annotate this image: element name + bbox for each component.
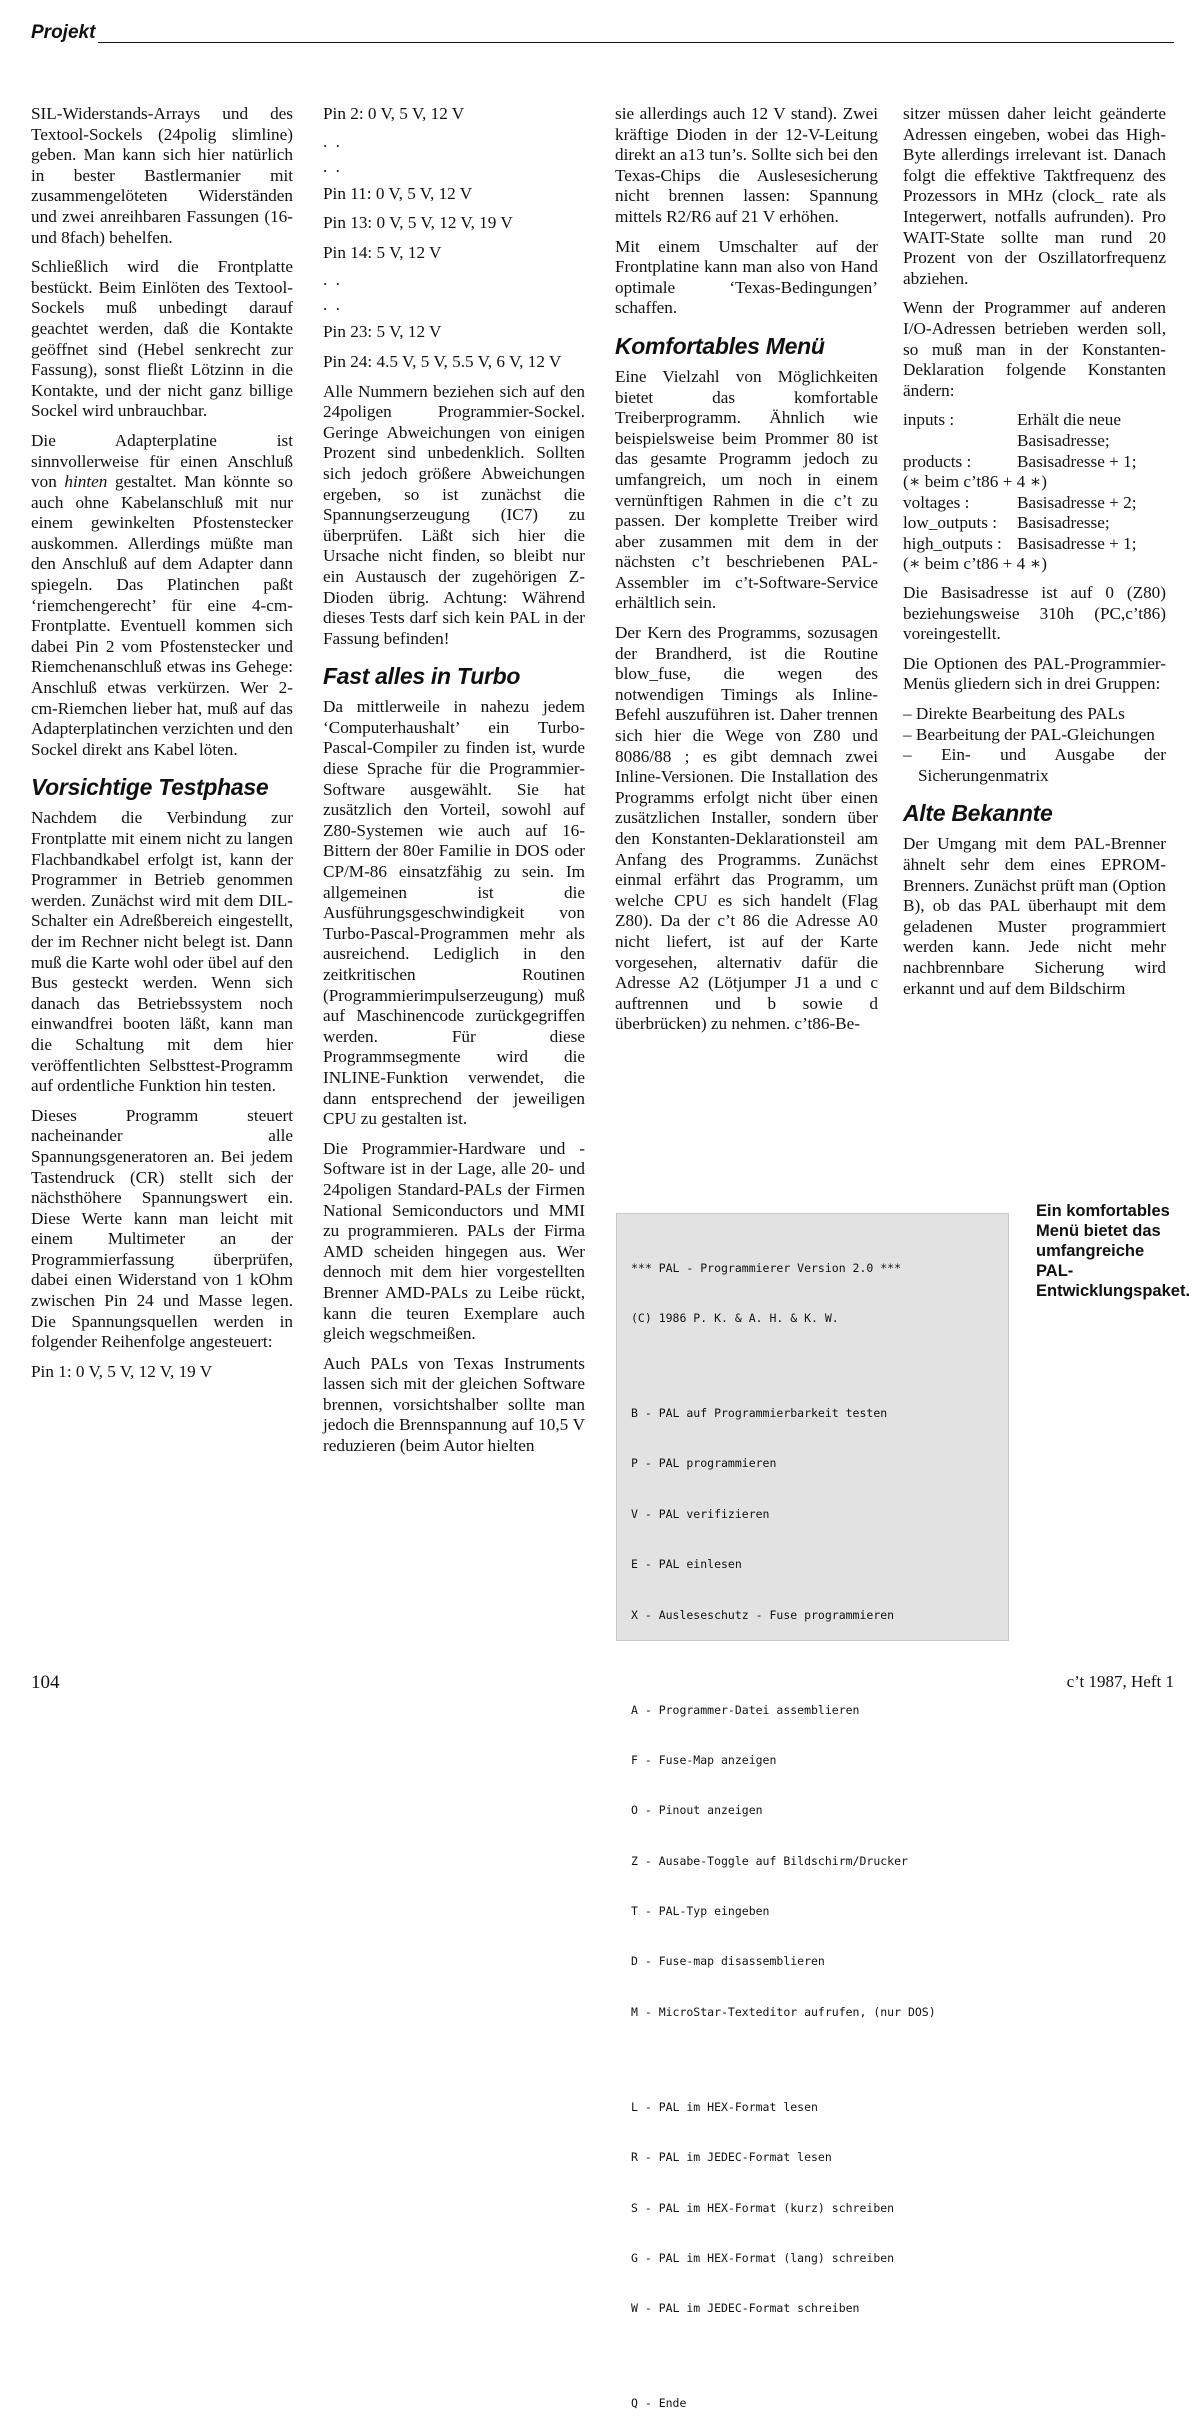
pin-line: Pin 11: 0 V, 5 V, 12 V bbox=[323, 183, 473, 203]
constant-name: voltages : bbox=[903, 492, 970, 512]
section-heading: Vorsichtige Testphase bbox=[31, 774, 269, 801]
paragraph: Die Adapterplatine ist sinnvollerweise für einen Anschluß von hinten gestaltet. Man könnte so auch ohne Kabelanschluß mit nur einem gewinkelten Pfostenstecker auskommen. Allerdings müßte man den Anschluß auf dem Adapter dann spiegeln. Das Platinchen paßt ‘riemchengerecht’ für eine 4-cm-Frontplatte. Eventuell kommen sich dabei Pin 2 vom Pfostenstecker und Riemchenanschluß etwas ins Gehege: Anschluß etwas verkürzen. Wer 2-cm-Riemchen lieber hat, muß auf das Adapterplatinchen verzichten und den Sockel direkt ans Kabel löten. bbox=[31, 430, 294, 759]
pin-line: Pin 2: 0 V, 5 V, 12 V bbox=[323, 104, 465, 123]
menu-item: A - Programmer-Datei assemblieren bbox=[631, 1702, 860, 1717]
ellipsis: . . bbox=[323, 295, 342, 315]
menu-item: S - PAL im HEX-Format (kurz) schreiben bbox=[631, 2200, 895, 2215]
menu-item: R - PAL im JEDEC-Format lesen bbox=[631, 2150, 832, 2165]
constants-list bbox=[903, 410, 1166, 575]
menu-item: P - PAL programmieren bbox=[631, 1456, 777, 1471]
menu-screenshot bbox=[616, 1213, 1009, 2411]
column-1 bbox=[31, 104, 293, 1391]
paragraph: Die Basisadresse ist auf 0 (Z80) beziehungsweise 310h (PC,c’t86) voreingestellt. bbox=[903, 583, 1166, 644]
page-number: 104 bbox=[31, 1672, 60, 1693]
menu-item: D - Fuse-map disassemblieren bbox=[631, 1954, 825, 1969]
menu-copyright: (C) 1986 P. K. & A. H. & K. W. bbox=[631, 1310, 839, 1325]
paragraph: sitzer müssen daher leicht geänderte Adressen eingeben, wobei das High-Byte allerdings irrelevant ist. Danach folgt die effektive Taktfrequenz des Prozessors in MHz (clock_ rate als Integerwert, notfalls aufrunden). Pro WAIT-State sollte man rund 20 Prozent von der Oszillatorfrequenz abziehen. bbox=[903, 104, 1166, 288]
constant-note: (∗ beim c’t86 + 4 ∗) bbox=[903, 554, 1047, 574]
page-header bbox=[31, 22, 1174, 48]
paragraph: Mit einem Umschalter auf der Frontplatine kann man also von Hand optimale ‘Texas-Bedingungen’ schaffen. bbox=[615, 236, 878, 318]
section-heading: Komfortables Menü bbox=[615, 332, 825, 359]
ellipsis: . . bbox=[323, 270, 342, 290]
constant-name: inputs : bbox=[903, 410, 955, 430]
menu-title: *** PAL - Programmierer Version 2.0 *** bbox=[631, 1260, 902, 1275]
paragraph: Eine Vielzahl von Möglichkeiten bietet das komfortable Treiberprogramm. Ähnlich wie beispielsweise beim Prommer 80 ist das gesamte Programm jedoch zu umfangreich, um noch in einem vernünftigen Rahmen in die c’t zu passen. Der komplette Treiber wird aber zusammen mit dem in der nächsten c’t beschriebenen PAL-Assembler im c’t-Software-Service erhältlich sein. bbox=[615, 366, 878, 613]
paragraph: Wenn der Programmer auf anderen I/O-Adressen betrieben werden soll, so muß man in der Konstanten-Deklaration folgende Konstanten ändern: bbox=[903, 298, 1166, 400]
paragraph: Da mittlerweile in nahezu jedem ‘Computerhaushalt’ ein Turbo-Pascal-Compiler zu finden ist, wurde diese Sprache für die Programmier-Software ausgewählt. Sie hat zusätzlich den Vorteil, sowohl auf Z80-Systemen wie auch auf 16-Bittern der 80er Familie in DOS oder CP/M-86 einsatzfähig zu sein. Im allgemeinen ist die Ausführungsgeschwindigkeit von Turbo-Pascal-Programmen mehr als ausreichend. Lediglich in den zeitkritischen Routinen (Programmierimpulserzeugung) muß auf Maschinencode zurückgegriffen werden. Für diese Programmsegmente wird die INLINE-Funktion verwendet, die dann entsprechend der jeweiligen CPU zu gestalten ist. bbox=[323, 697, 585, 1129]
paragraph: Alle Nummern beziehen sich auf den 24poligen Programmier-Sockel. Geringe Abweichungen von einigen Prozent sind unbedenklich. Sollten sich jedoch größere Abweichungen ergeben, so ist zunächst die Spannungserzeugung (IC7) zu überprüfen. Läßt sich hier die Ursache nicht finden, so bleibt nur ein Austausch der zugehörigen Z-Dioden übrig. Achtung: Während dieses Tests darf sich kein PAL in der Fassung befinden! bbox=[323, 381, 585, 648]
paragraph: Schließlich wird die Frontplatte bestückt. Beim Einlöten des Textool-Sockels muß unbedingt darauf geachtet werden, daß die Kontakte geöffnet sind (Hebel senkrecht zur Fassung), sonst fließt Lötzinn in die Kontakte, und der nicht ganz billige Sockel wird unbrauchbar. bbox=[31, 257, 293, 421]
constant-name: high_outputs : bbox=[903, 533, 1002, 553]
constant-name: low_outputs : bbox=[903, 513, 998, 533]
emphasis: hinten bbox=[64, 472, 108, 492]
section-heading: Alte Bekannte bbox=[903, 800, 1053, 827]
ellipsis: . . bbox=[323, 131, 342, 151]
menu-item: B - PAL auf Programmierbarkeit testen bbox=[631, 1405, 888, 1420]
section-label: Projekt bbox=[31, 22, 98, 44]
menu-item: G - PAL im HEX-Format (lang) schreiben bbox=[631, 2251, 895, 2266]
pin-line: Pin 14: 5 V, 12 V bbox=[323, 242, 442, 262]
paragraph: SIL-Widerstands-Arrays und des Textool-Sockels (24polig slimline) geben. Man kann sich hier natürlich in bester Bastlermanier mit zusammengelöteten Widerständen und zwei anreihbaren Fassungen (16- und 8fach) behelfen. bbox=[31, 104, 293, 247]
options-list bbox=[903, 704, 1166, 786]
list-item: – Bearbeitung der PAL-Gleichungen bbox=[903, 724, 1155, 744]
paragraph: Die Optionen des PAL-Programmier-Menüs gliedern sich in drei Gruppen: bbox=[903, 653, 1166, 694]
paragraph: Dieses Programm steuert nacheinander alle Spannungsgeneratoren an. Bei jedem Tastendruck (CR) stellt sich der nächsthöhere Spannungswert ein. Diese Werte kann man leicht mit einem Multimeter an der Programmierfassung überprüfen, dabei einen Widerstand von 1 kOhm zwischen Pin 24 und Masse legen. Die Spannungsquellen werden in folgender Reihenfolge angesteuert: bbox=[31, 1105, 293, 1352]
column-2 bbox=[323, 104, 585, 1466]
section-heading: Fast alles in Turbo bbox=[323, 663, 521, 690]
header-rule bbox=[31, 42, 1174, 43]
constant-value: Basisadresse + 1; bbox=[1017, 451, 1137, 471]
pin-line: Pin 24: 4.5 V, 5 V, 5.5 V, 6 V, 12 V bbox=[323, 351, 562, 371]
paragraph: Der Umgang mit dem PAL-Brenner ähnelt sehr dem eines EPROM-Brenners. Zunächst prüft man (Option B), ob das PAL überhaupt mit dem geladenen Muster programmiert werden kann. Jede nicht mehr nachbrennbare Sicherung wird erkannt und auf dem Bildschirm bbox=[903, 834, 1166, 998]
menu-item: M - MicroStar-Texteditor aufrufen, (nur DOS) bbox=[631, 2004, 936, 2019]
menu-item: V - PAL verifizieren bbox=[631, 1506, 770, 1521]
menu-item: Z - Ausabe-Toggle auf Bildschirm/Drucker bbox=[631, 1853, 908, 1868]
ellipsis: . . bbox=[323, 156, 342, 176]
list-item: – Direkte Bearbeitung des PALs bbox=[903, 704, 1125, 724]
figure-caption: Ein komfortables Menü bietet das umfangreiche PAL-Entwicklungspaket. bbox=[1036, 1202, 1191, 1300]
constant-value: Basisadresse; bbox=[1017, 513, 1110, 533]
menu-item: E - PAL einlesen bbox=[631, 1557, 742, 1572]
paragraph: Nachdem die Verbindung zur Frontplatte mit einem nicht zu langen Flachbandkabel erfolgt ist, kann der Programmer in Betrieb genommen werden. Zunächst wird mit dem DIL-Schalter ein Adreßbereich eingestellt, der im Rechner nicht belegt ist. Dann muß die Karte wohl oder übel auf den Bus gesteckt werden. Wenn sich danach das Betriebssystem noch einwandfrei booten läßt, kann man die Schaltung mit dem hier veröffentlichten Selbsttest-Programm auf ordentliche Funktion hin testen. bbox=[31, 808, 293, 1096]
menu-item: O - Pinout anzeigen bbox=[631, 1803, 763, 1818]
pin-line: Pin 23: 5 V, 12 V bbox=[323, 322, 442, 342]
list-item: – Ein- und Ausgabe der Sicherungenmatrix bbox=[903, 745, 1166, 785]
paragraph: Die Programmier-Hardware und -Software ist in der Lage, alle 20- und 24poligen Standard-PALs der Firmen National Semiconductors und MMI zu programmieren. PALs der Firma AMD scheiden hingegen aus. Wer dennoch mit dem hier vorgestellten Brenner AMD-PALs zu Leibe rückt, kann die teuren Exemplare auch gleich wegschmeißen. bbox=[323, 1138, 585, 1344]
constant-name: products : bbox=[903, 451, 972, 471]
paragraph: Der Kern des Programms, sozusagen der Brandherd, ist die Routine blow_fuse, die wegen des notwendigen Timings als Inline-Befehl auszuführen ist. Daher trennen sich hier die Wege von Z80 und 8086/88 ; es gibt demnach zwei Inline-Versionen. Die Installation des Programms erfolgt nicht über einen zusätzlichen Installer, sondern über den Konstanten-Deklarationsteil am Anfang des Programms. Zunächst einmal erfährt das Programm, um welche CPU es sich handelt (Flag Z80). Da der c’t 86 die Adresse A0 nicht liefert, ist auf der Karte vorgesehen, alternativ dafür die Adresse A2 (Lötjumper J1 a und c auftrennen und b sowie d überbrücken) zu nehmen. c’t86-Be- bbox=[615, 623, 878, 1034]
menu-item: F - Fuse-Map anzeigen bbox=[631, 1752, 777, 1767]
column-3 bbox=[615, 104, 878, 1044]
menu-item: Q - Ende bbox=[631, 2396, 687, 2411]
pin-line: Pin 13: 0 V, 5 V, 12 V, 19 V bbox=[323, 213, 513, 233]
paragraph: Auch PALs von Texas Instruments lassen sich mit der gleichen Software brennen, vorsichtshalber sollte man jedoch die Brennspannung auf 10,5 V reduzieren (beim Autor hielten bbox=[323, 1353, 585, 1456]
issue-label: c’t 1987, Heft 1 bbox=[1066, 1672, 1174, 1691]
menu-item: W - PAL im JEDEC-Format schreiben bbox=[631, 2301, 860, 2316]
pin-line: Pin 1: 0 V, 5 V, 12 V, 19 V bbox=[31, 1361, 213, 1381]
column-4 bbox=[903, 104, 1166, 1008]
constant-note: (∗ beim c’t86 + 4 ∗) bbox=[903, 472, 1047, 492]
menu-item: L - PAL im HEX-Format lesen bbox=[631, 2099, 818, 2114]
constant-value: Erhält die neue Basisadresse; bbox=[1017, 410, 1122, 450]
menu-item: X - Ausleseschutz - Fuse programmieren bbox=[631, 1607, 895, 1622]
constant-value: Basisadresse + 1; bbox=[1017, 533, 1137, 553]
menu-item: T - PAL-Typ eingeben bbox=[631, 1904, 770, 1919]
paragraph: sie allerdings auch 12 V stand). Zwei kräftige Dioden in der 12-V-Leitung direkt an a13 tun’s. Sollte sich bei den Texas-Chips die Auslesesicherung nicht brennen lassen: Spannung mittels R2/R6 auf 21 V erhöhen. bbox=[615, 104, 878, 226]
constant-value: Basisadresse + 2; bbox=[1017, 492, 1137, 512]
